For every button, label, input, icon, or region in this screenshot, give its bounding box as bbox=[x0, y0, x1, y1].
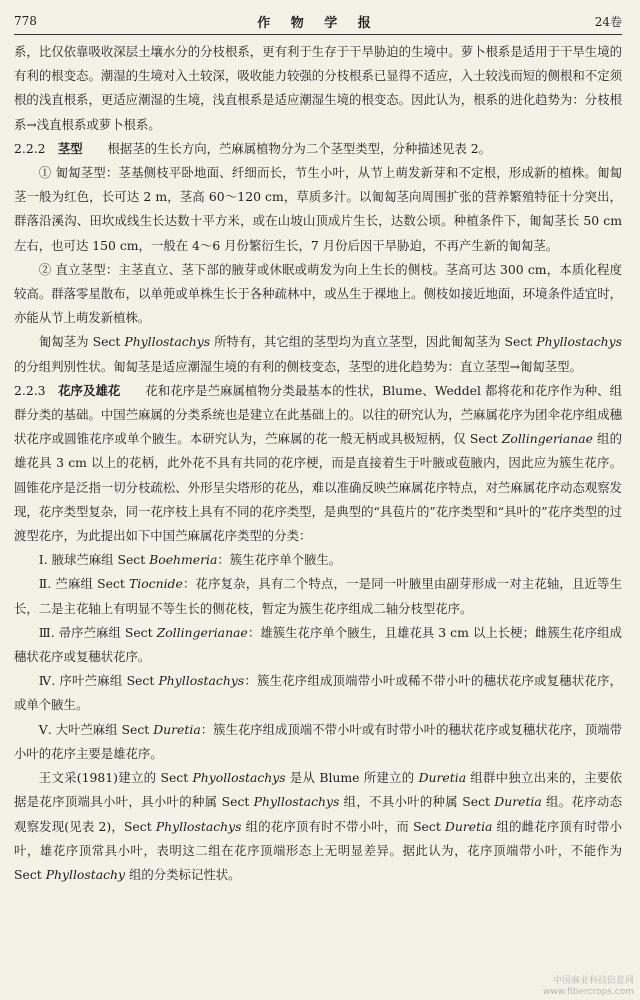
watermark-line-1: 中国麻业科技信息网 bbox=[552, 976, 634, 986]
paragraph-11: Ⅴ. 大叶苎麻组 Sect Duretia：簇生花序组成顶端不带小叶或有时带小叶的穗状花序或复穗状花序，顶端带小叶的花序主要是雄花序。 bbox=[14, 721, 622, 761]
paragraph-12: 王文采(1981)建立的 Sect Phyollostachys 是从 Blume 所建立的 Duretia 组群中独立出来的，主要依据是花序顶端具小叶，具小叶的种属 Sect Phyllostachys 组，不具小叶的种属 Sect Duretia 组。花序动态观察发现(见表 2)，Sect Phyllostachys 组的花序顶有时不带小叶，而 Sect Duretia 组的雌花序顶有时带小叶，雄花序顶常具小叶，表明这二组在花序顶端形态上无明显差异。据此认为，花序顶端带小叶，不能作为 Sect Phyllostachy 组的分类标记性状。 bbox=[14, 770, 622, 882]
paragraph-3: ① 匍匐茎型：茎基侧枝平卧地面、纤细而长，节生小叶，从节上萌发新芽和不定根，形成新的植株。匍匐茎一般为红色，长可达 2 m，茎高 60～120 cm，草质多汁。以匍匐茎向周围扩张的营养繁殖特征十分突出，群落沿溪沟、田坎成线生长达数十平方米，或在山坡山顶成片生长，达数公顷。种植条件下，匍匐茎长 50 cm 左右，也可达 150 cm，一般在 4～6 月份繁衍生长，7 月份后因干旱胁迫，不再产生新的匍匐茎。 bbox=[14, 165, 622, 253]
paragraph-10: Ⅳ. 序叶苎麻组 Sect Phyllostachys：簇生花序组成顶端带小叶或稀不带小叶的穗状花序或复穗状花序，或单个腋生。 bbox=[14, 673, 623, 713]
site-watermark bbox=[543, 976, 634, 998]
paragraph-6: 2.2.3 花序及雄花 花和花序是苎麻属植物分类最基本的性状，Blume、Weddel 都将花和花序作为种、组群分类的基础。中国苎麻属的分类系统也是建立在此基础上的。以往的研究认为，苎麻属花序为团伞花序组成穗状花序或圆锥花序或单个腋生。本研究认为，苎麻属的花一般无柄或具极短柄，仅 Sect Zollingerianae 组的雄花具 3 cm 以上的花柄，此外花不具有共同的花序梗，而是直接着生于叶腋或苞腋内，因此应为簇生花序。圆锥花序是泛指一切分枝疏松、外形呈尖塔形的花丛，难以准确反映苎麻属花序特点，对苎麻属花序动态观察发现，花序类型复杂，同一花序枝上具有不同的花序类型，是典型的“具苞片的”花序类型和“具叶的”花序类型的过渡型花序，为此提出如下中国苎麻属花序类型的分类： bbox=[14, 382, 622, 544]
paragraph-4: ② 直立茎型：主茎直立、茎下部的腋芽或休眠或萌发为向上生长的侧枝。茎高可达 300 cm，本质化程度较高。群落零星散布，以单蔸或单株生长于各种疏林中，或丛生于裸地上。侧枝如接近地面，环境条件适宜时，亦能从节上萌发新植株。 bbox=[14, 261, 622, 326]
header-rule bbox=[14, 34, 622, 35]
watermark-line-2: www.fibercrops.com bbox=[543, 987, 634, 997]
paragraph-8: Ⅱ. 苎麻组 Sect Tiocnide：花序复杂，具有二个特点，一是同一叶腋里由副芽形成一对主花轴，且近等生长，二是主花轴上有明显不等生长的侧花枝，暂定为簇生花序组成二轴分枝型花序。 bbox=[14, 576, 622, 616]
article-body bbox=[14, 40, 622, 887]
page-header bbox=[14, 10, 622, 32]
paragraph-2: 2.2.2 茎型 根据茎的生长方向，苎麻属植物分为二个茎型类型，分种描述见表 2。 bbox=[14, 140, 492, 156]
volume-label: 24卷 bbox=[594, 14, 622, 29]
paragraph-9: Ⅲ. 帚序苎麻组 Sect Zollingerianae：雄簇生花序单个腋生，且雄花具 3 cm 以上长梗；雌簇生花序组成穗状花序或复穗状花序。 bbox=[14, 624, 623, 665]
page-number: 778 bbox=[14, 14, 37, 28]
paragraph-7: Ⅰ. 腋球苎麻组 Sect Boehmeria：簇生花序单个腋生。 bbox=[38, 552, 342, 568]
paragraph-5: 匍匐茎为 Sect Phyllostachys 所特有，其它组的茎型均为直立茎型，因此匍匐茎为 Sect Phyllostachys 的分组判别性状。匍匐茎是适应潮湿生境的有利的侧枝变态，茎型的进化趋势为：直立茎型→匍匐茎型。 bbox=[14, 334, 622, 374]
paragraph-1: 系，比仅依靠吸收深层土壤水分的分枝根系，更有利于生存于干旱胁迫的生境中。萝卜根系是适用于干旱生境的有利的根变态。潮湿的生境对入土较深，吸收能力较强的分枝根系已显得不适应，入土较浅而短的侧根和不定须根的浅直根系，更适应潮湿的生境，浅直根系是适应潮湿生境的根变态。因此认为，根系的进化趋势为：分枝根系→浅直根系或萝卜根系。 bbox=[14, 44, 622, 132]
journal-title: 作 物 学 报 bbox=[257, 15, 379, 31]
